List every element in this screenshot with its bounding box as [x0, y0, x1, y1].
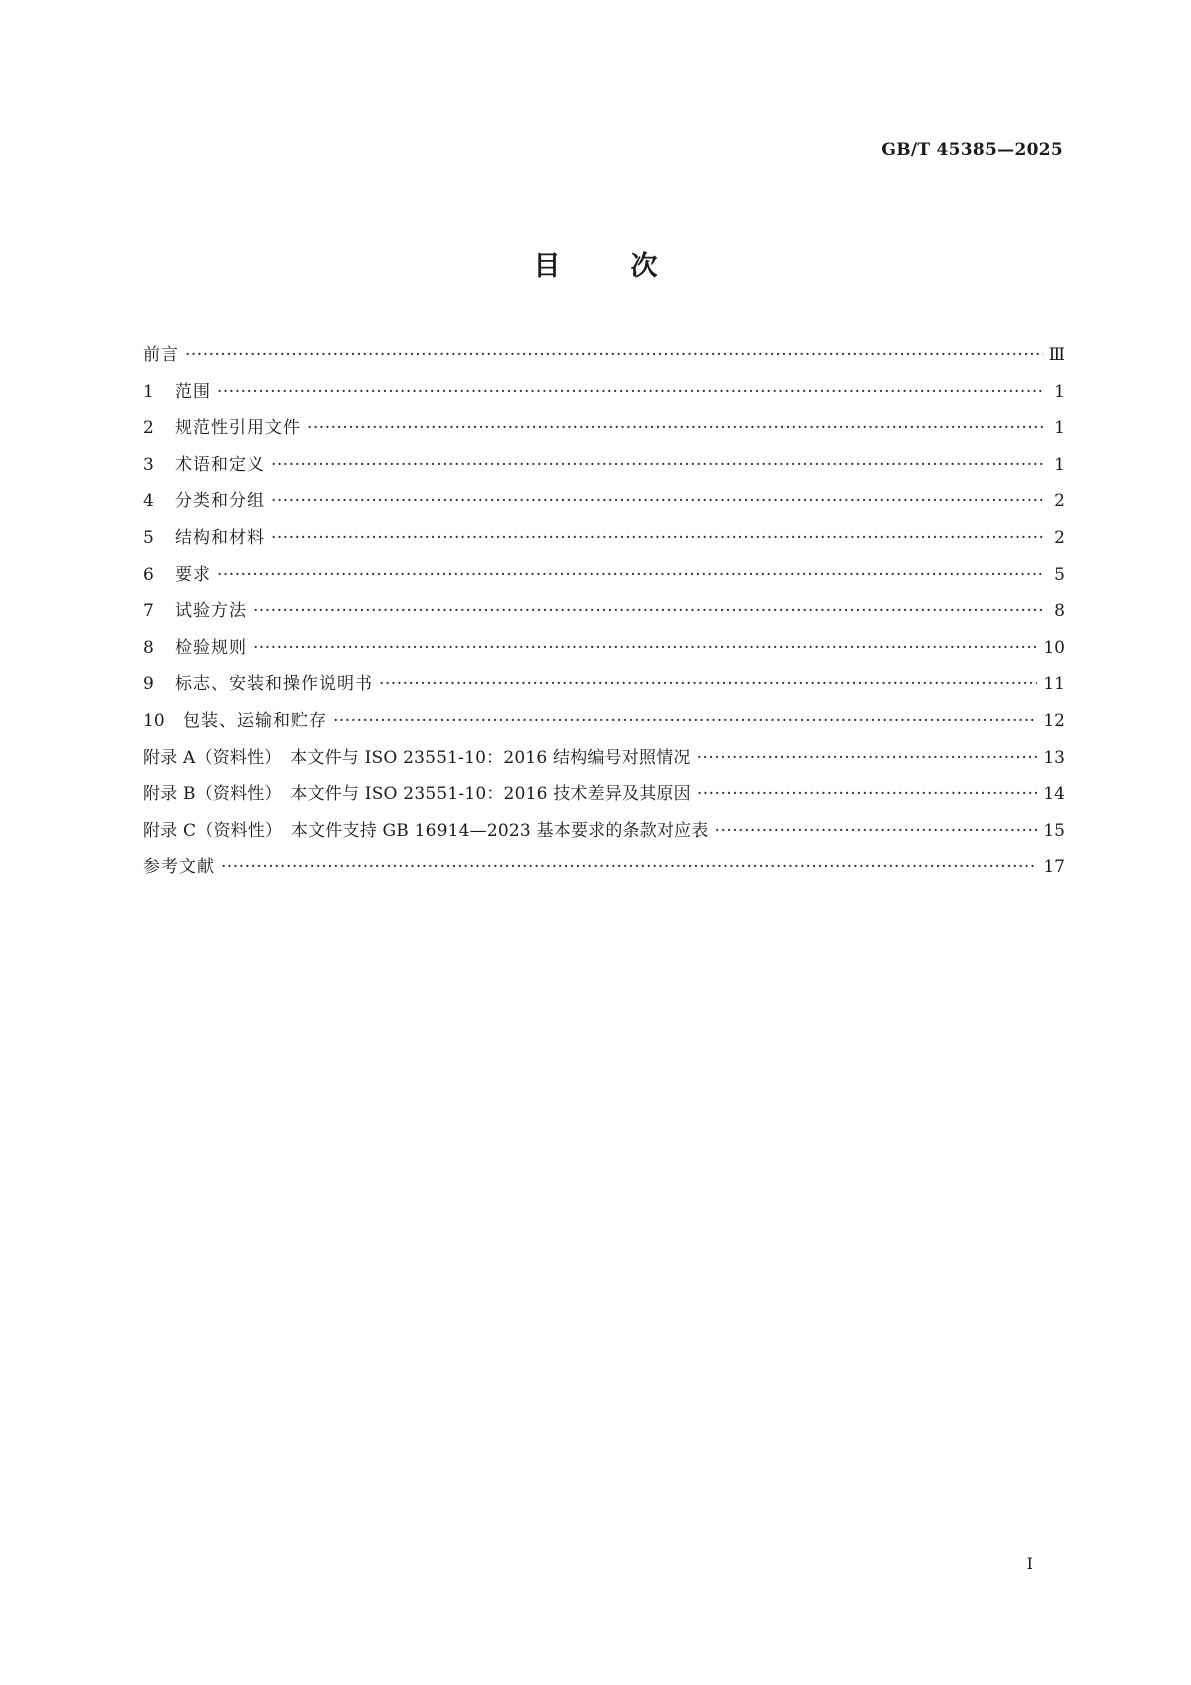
toc-entry-1[interactable]	[143, 377, 1065, 414]
toc-leader-dots	[221, 857, 1037, 877]
toc-entry-number: 1	[143, 381, 154, 402]
toc-entry-label: 附录 C（资料性） 本文件支持 GB 16914—2023 基本要求的条款对应表	[143, 820, 709, 841]
toc-entry-label: 参考文献	[143, 857, 215, 878]
toc-entry-8[interactable]	[143, 633, 1065, 670]
toc-entry-label: 规范性引用文件	[175, 418, 301, 439]
toc-leader-dots	[379, 674, 1037, 694]
page-title-char-2: 次	[630, 251, 658, 282]
toc-entry-3[interactable]	[143, 450, 1065, 487]
toc-entry-4[interactable]	[143, 486, 1065, 523]
toc-entry-9[interactable]	[143, 669, 1065, 706]
toc-leader-dots	[217, 382, 1045, 402]
toc-entry-page: Ⅲ	[1048, 345, 1065, 365]
toc-entry-page: 13	[1043, 747, 1065, 768]
toc-entry-label: 试验方法	[175, 601, 247, 622]
toc-entry-page: 15	[1043, 820, 1065, 841]
standard-number: GB/T 45385—2025	[881, 140, 1063, 160]
toc-entry-foreword[interactable]	[143, 340, 1065, 377]
toc-leader-dots	[253, 638, 1037, 658]
toc-entry-label: 前言	[143, 345, 179, 365]
toc-entry-number: 7	[143, 601, 154, 622]
toc-entry-label: 附录 B（资料性） 本文件与 ISO 23551-10：2016 技术差异及其原因	[143, 784, 691, 805]
toc-entry-page: 17	[1043, 857, 1065, 878]
toc-entry-page: 14	[1043, 784, 1065, 805]
page-title-char-1: 目	[533, 251, 561, 282]
toc-entry-number: 9	[143, 674, 154, 695]
toc-entry-appendix-a[interactable]	[143, 743, 1065, 780]
toc-entry-page: 10	[1043, 637, 1065, 658]
page-title	[0, 244, 1191, 283]
toc-entry-10[interactable]	[143, 706, 1065, 743]
toc-entry-page: 11	[1043, 674, 1065, 695]
toc-entry-appendix-b[interactable]	[143, 779, 1065, 816]
toc-leader-dots	[697, 748, 1038, 768]
toc-entry-appendix-c[interactable]	[143, 816, 1065, 853]
toc-leader-dots	[217, 565, 1045, 585]
toc-entry-label: 附录 A（资料性） 本文件与 ISO 23551-10：2016 结构编号对照情况	[143, 747, 691, 768]
toc-entry-2[interactable]	[143, 413, 1065, 450]
toc-entry-number: 8	[143, 637, 154, 658]
toc-leader-dots	[271, 455, 1045, 475]
toc-leader-dots	[715, 821, 1038, 841]
toc-entry-page: 2	[1054, 491, 1065, 512]
toc-entry-label: 分类和分组	[175, 491, 265, 512]
toc-entry-label: 术语和定义	[175, 454, 265, 475]
toc-leader-dots	[253, 601, 1045, 621]
toc-leader-dots	[307, 418, 1045, 438]
toc-entry-page: 8	[1054, 601, 1065, 622]
toc-entry-label: 标志、安装和操作说明书	[175, 674, 373, 695]
toc-entry-number: 3	[143, 454, 154, 475]
toc-entry-page: 12	[1043, 710, 1065, 731]
toc-entry-number: 2	[143, 418, 154, 439]
toc-entry-number: 6	[143, 564, 154, 585]
toc-entry-label: 检验规则	[175, 637, 247, 658]
toc-entry-number: 10	[143, 710, 165, 731]
toc-entry-label: 包装、运输和贮存	[183, 710, 327, 731]
toc-entry-page: 1	[1054, 381, 1065, 402]
toc-entry-page: 1	[1054, 454, 1065, 475]
toc-entry-7[interactable]	[143, 596, 1065, 633]
toc-leader-dots	[333, 711, 1037, 731]
toc-entry-label: 范围	[175, 381, 211, 402]
toc-entry-references[interactable]	[143, 852, 1065, 889]
toc-entry-label: 要求	[175, 564, 211, 585]
toc-entry-6[interactable]	[143, 560, 1065, 597]
toc-leader-dots	[185, 345, 1043, 365]
toc-leader-dots	[271, 528, 1045, 548]
toc-entry-page: 5	[1054, 564, 1065, 585]
toc-leader-dots	[697, 784, 1038, 804]
toc-entry-page: 1	[1054, 418, 1065, 439]
toc-entry-number: 5	[143, 527, 154, 548]
table-of-contents	[143, 340, 1065, 889]
toc-entry-page: 2	[1054, 527, 1065, 548]
toc-leader-dots	[271, 491, 1045, 511]
toc-entry-number: 4	[143, 491, 154, 512]
toc-entry-label: 结构和材料	[175, 527, 265, 548]
footer-page-number: Ⅰ	[1026, 1554, 1033, 1573]
toc-entry-5[interactable]	[143, 523, 1065, 560]
